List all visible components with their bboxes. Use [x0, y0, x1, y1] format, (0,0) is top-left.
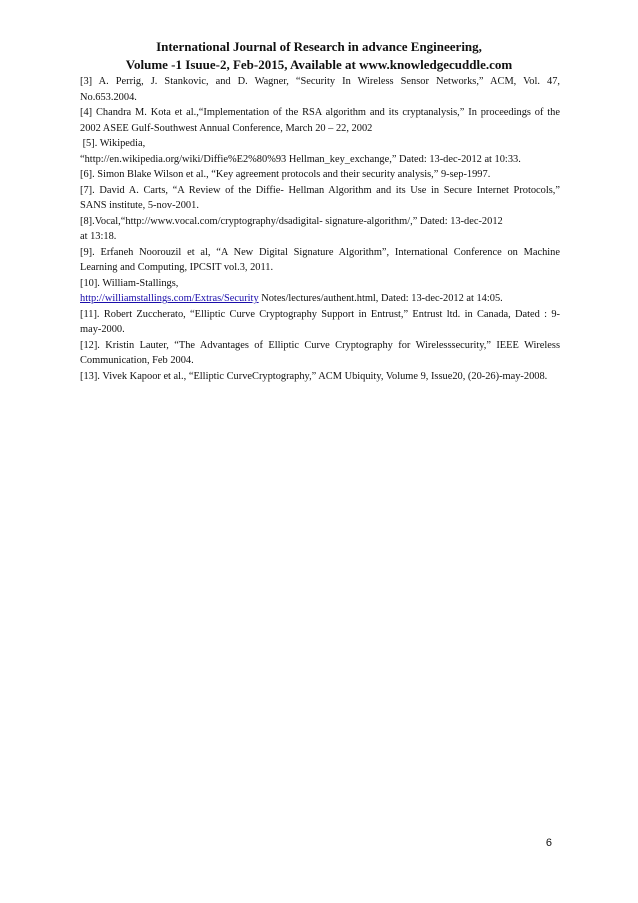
reference-line: SANS institute, 5-nov-2001.	[80, 200, 199, 211]
reference-line: [10]. William-Stallings,	[80, 277, 179, 289]
reference-line: [11]. Robert Zuccherato, “Elliptic Curve Cryptography Support in Entrust,” Entrust ltd. in Canada, Dated : 9-	[80, 308, 560, 320]
reference-line: [5]. Wikipedia,	[80, 138, 146, 149]
reference-line: “http://en.wikipedia.org/wiki/Diffie%E2%80%93 Hellman_key_exchange,” Dated: 13-dec-2012 at 10:33.	[80, 153, 521, 165]
journal-header	[40, 38, 598, 74]
reference-line: [6]. Simon Blake Wilson et al., “Key agreement protocols and their security analysis,” 9-sep-1997.	[80, 169, 491, 180]
reference-7	[80, 183, 560, 214]
page-number: 6	[545, 837, 552, 849]
reference-line: [9]. Erfaneh Noorouzil et al, “A New Digital Signature Algorithm”, International Conference on Machine	[80, 246, 560, 258]
reference-line: Communication, Feb 2004.	[80, 355, 194, 366]
reference-12	[80, 338, 560, 369]
reference-link[interactable]: http://williamstallings.com/Extras/Security	[80, 293, 259, 304]
reference-3	[80, 74, 560, 105]
reference-line: [7]. David A. Carts, “A Review of the Diffie- Hellman Algorithm and its Use in Secure Internet Protocols,”	[80, 184, 560, 196]
reference-11	[80, 307, 560, 338]
reference-line: may-2000.	[80, 324, 125, 335]
reference-5	[80, 136, 560, 167]
reference-4	[80, 105, 560, 136]
reference-line: [3] A. Perrig, J. Stankovic, and D. Wagner, “Security In Wireless Sensor Networks,” ACM, Vol. 47,	[80, 76, 560, 87]
reference-list	[80, 74, 560, 384]
reference-line: at 13:18.	[80, 231, 117, 242]
reference-6	[80, 167, 560, 183]
reference-line: Learning and Computing, IPCSIT vol.3, 2011.	[80, 262, 274, 273]
reference-line: [4] Chandra M. Kota et al.,“Implementation of the RSA algorithm and its cryptanalysis,” In proceedings of the	[80, 107, 560, 118]
reference-line: 2002 ASEE Gulf-Southwest Annual Conference, March 20 – 22, 2002	[80, 122, 373, 134]
reference-link-rest: Notes/lectures/authent.html, Dated: 13-dec-2012 at 14:05.	[258, 293, 503, 304]
reference-line: [12]. Kristin Lauter, “The Advantages of Elliptic Curve Cryptography for Wirelesssecurity,” IEEE Wireless	[80, 339, 560, 351]
reference-10	[80, 276, 560, 307]
reference-8	[80, 214, 560, 245]
reference-line: [8].Vocal,“http://www.vocal.com/cryptography/dsadigital- signature-algorithm/,” Dated: 13-dec-2012	[80, 215, 503, 227]
reference-line: [13]. Vivek Kapoor et al., “Elliptic CurveCryptography,” ACM Ubiquity, Volume 9, Issue20, (20-26)-may-2008.	[80, 370, 548, 382]
reference-13	[80, 369, 560, 385]
journal-header-line-1: International Journal of Research in advance Engineering,	[156, 39, 482, 54]
reference-9	[80, 245, 560, 276]
reference-line	[80, 291, 560, 307]
journal-header-line-2: Volume -1 Isuue-2, Feb-2015, Available at www.knowledgecuddle.com	[125, 57, 513, 72]
reference-line: No.653.2004.	[80, 91, 137, 103]
